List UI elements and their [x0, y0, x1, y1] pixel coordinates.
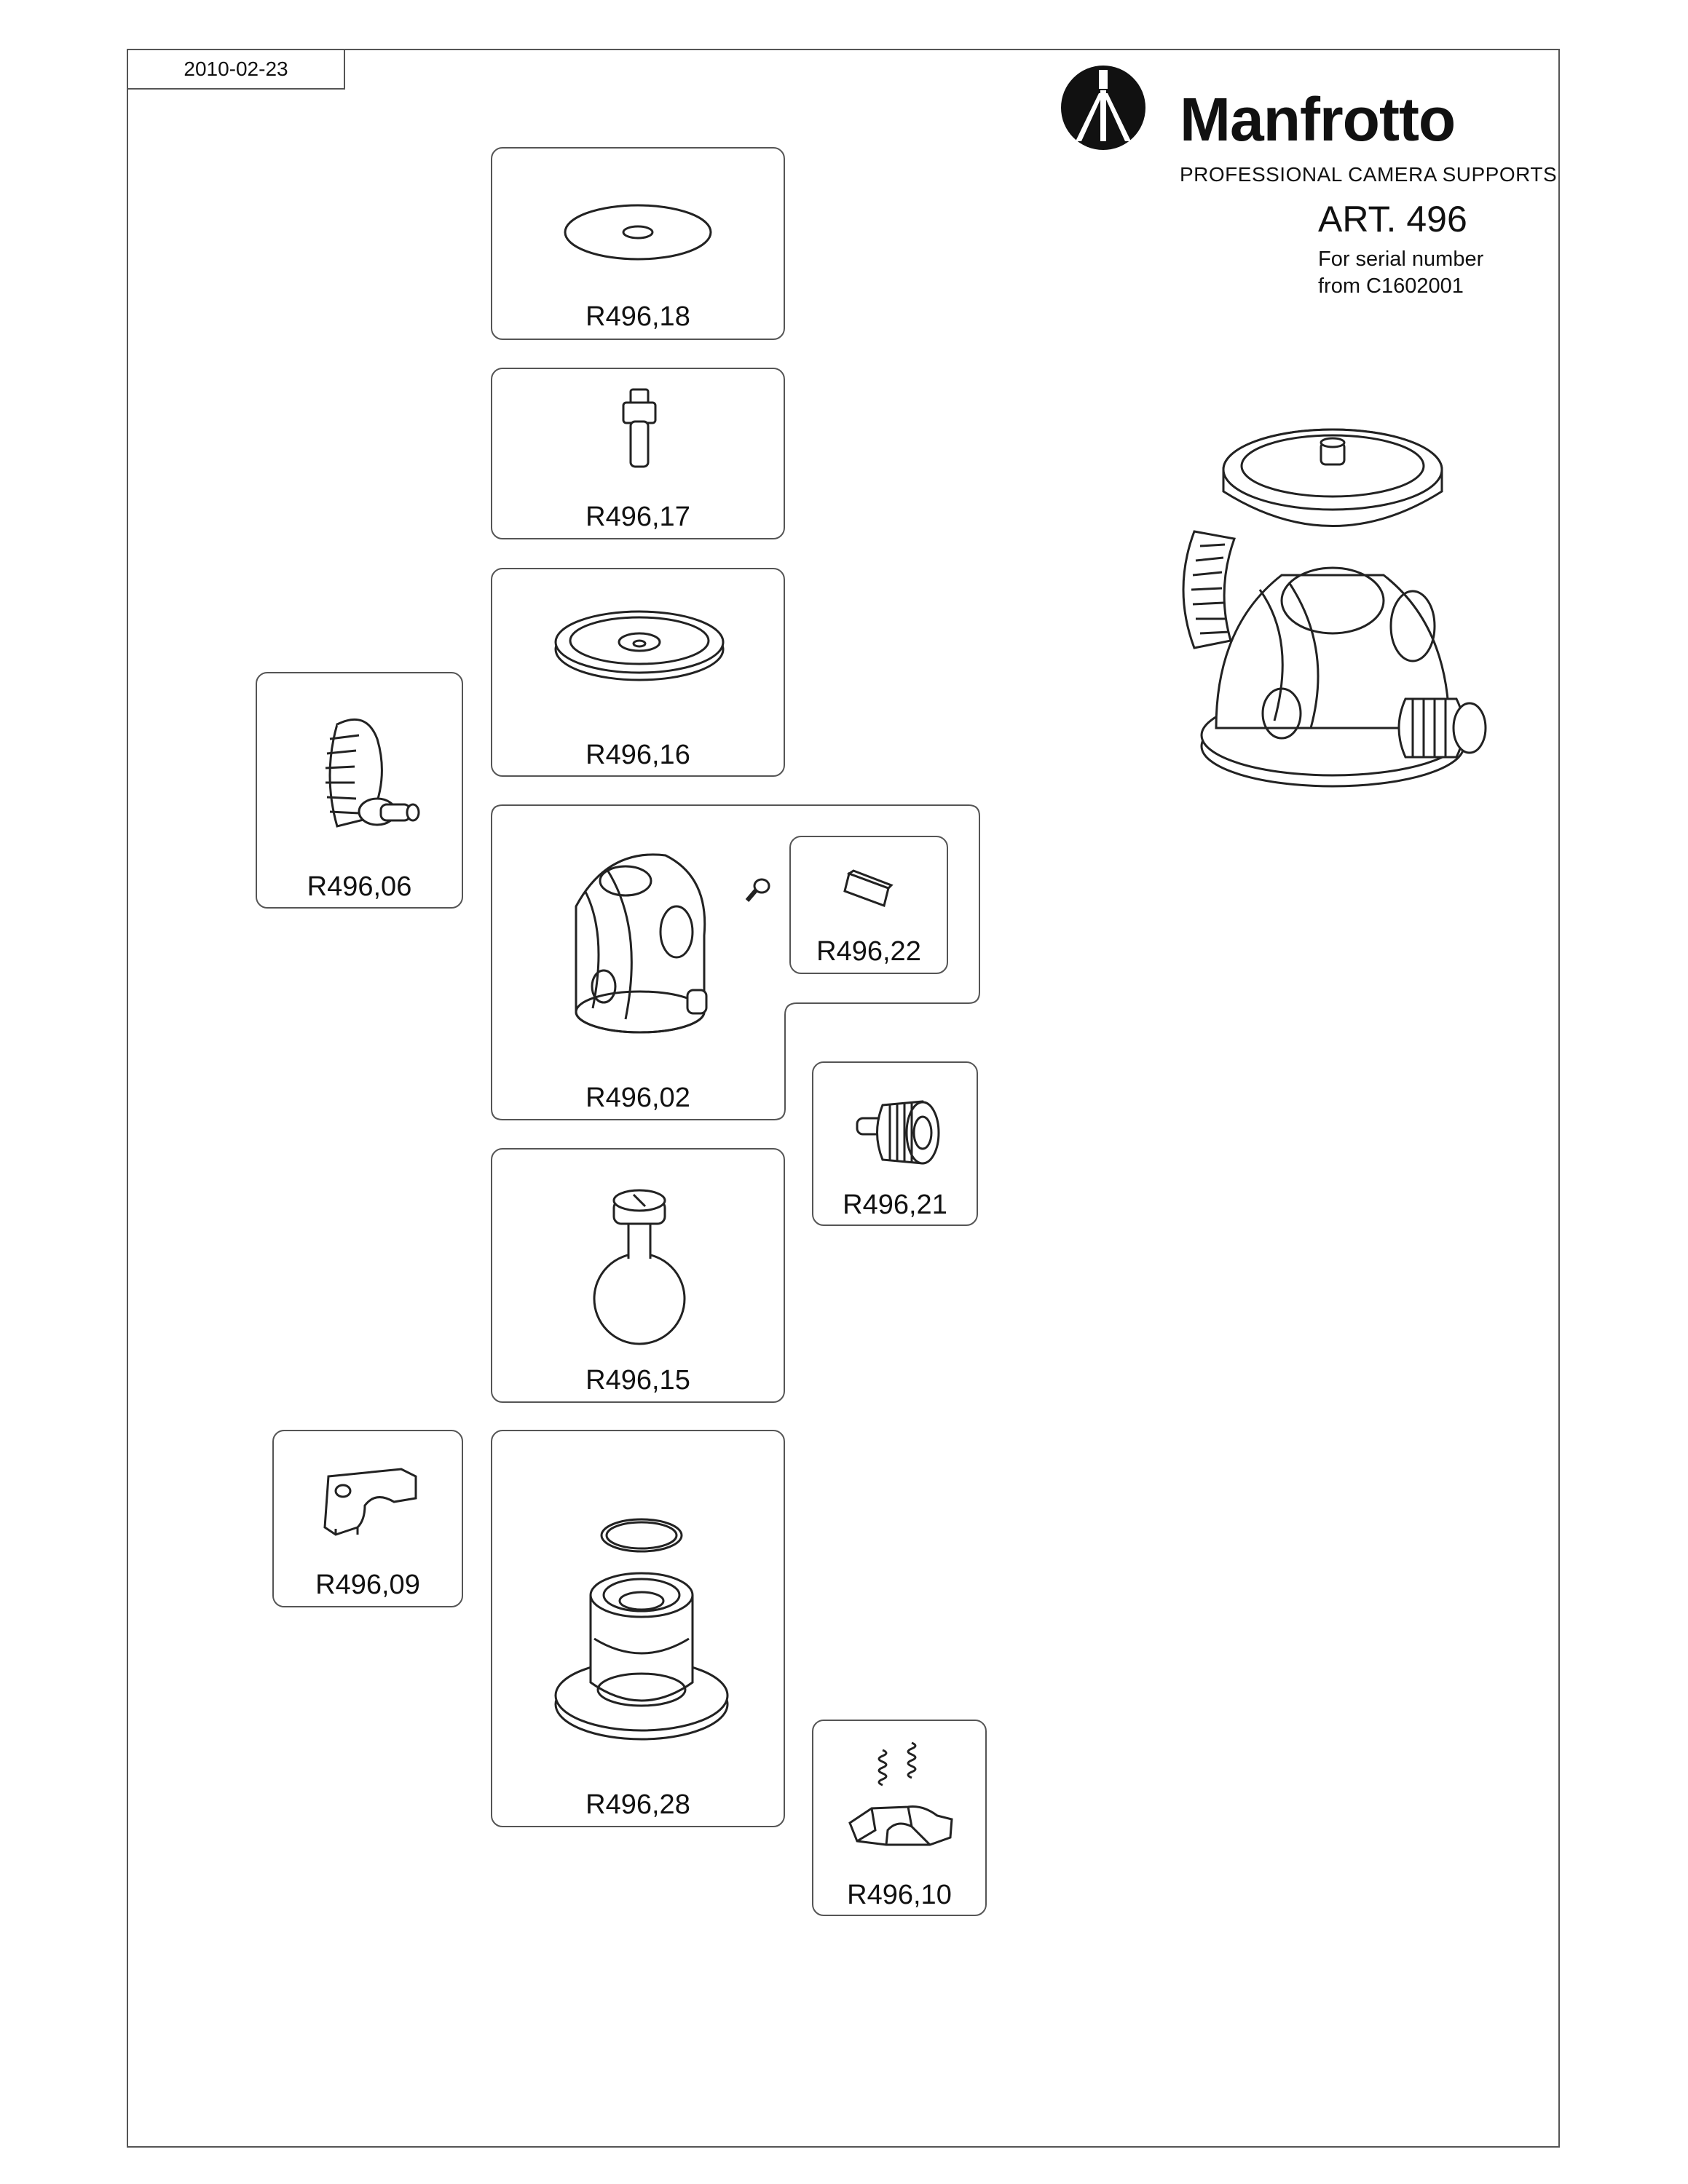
- part-label: R496,18: [585, 301, 690, 332]
- part-label: R496,17: [585, 502, 690, 532]
- part-card-r496-28: [491, 1430, 785, 1827]
- c-clip-icon: [314, 1462, 423, 1542]
- friction-pad-icon: [843, 868, 894, 909]
- part-card-r496-16: [491, 568, 785, 777]
- base-assembly-icon: [551, 1515, 733, 1748]
- part-label: R496,15: [585, 1365, 690, 1396]
- ball-head-assembly-illustration: [1165, 408, 1500, 815]
- document-date: 2010-02-23: [127, 49, 345, 90]
- pan-knob-icon: [850, 1091, 944, 1171]
- part-label: R496,21: [843, 1190, 947, 1220]
- manfrotto-tripod-logo-icon: [1060, 60, 1147, 156]
- washer-disc-icon: [565, 203, 711, 261]
- brand-name: Manfrotto: [1180, 85, 1456, 154]
- part-label: R496,06: [307, 871, 412, 902]
- part-label: R496,22: [816, 936, 921, 967]
- article-number: ART. 496: [1318, 199, 1467, 240]
- part-card-r496-02: [491, 804, 785, 1120]
- part-label: R496,02: [585, 1083, 690, 1113]
- small-screw-icon: [743, 877, 772, 906]
- part-label: R496,09: [315, 1570, 420, 1600]
- head-body-icon: [564, 841, 717, 1037]
- top-plate-icon: [552, 604, 727, 684]
- locking-knob-icon: [308, 710, 425, 841]
- part-card-r496-06: [256, 672, 463, 909]
- part-label: R496,28: [585, 1789, 690, 1820]
- serial-info: [1318, 246, 1483, 300]
- serial-line-2: from C1602001: [1318, 274, 1464, 298]
- part-card-r496-21: [812, 1061, 978, 1226]
- part-card-r496-10: [812, 1720, 987, 1916]
- brand-tagline: PROFESSIONAL CAMERA SUPPORTS: [1180, 163, 1558, 186]
- part-card-r496-18: [491, 147, 785, 340]
- part-label: R496,16: [585, 740, 690, 770]
- part-label: R496,10: [847, 1880, 952, 1910]
- part-card-r496-17: [491, 368, 785, 539]
- part-card-r496-22: [789, 836, 948, 974]
- ball-stud-icon: [588, 1179, 690, 1346]
- screw-pin-icon: [618, 389, 661, 470]
- part-card-r496-09: [272, 1430, 463, 1607]
- part-card-r496-15: [491, 1148, 785, 1403]
- springs-and-clamp-icon: [843, 1736, 959, 1859]
- serial-line-1: For serial number: [1318, 248, 1484, 271]
